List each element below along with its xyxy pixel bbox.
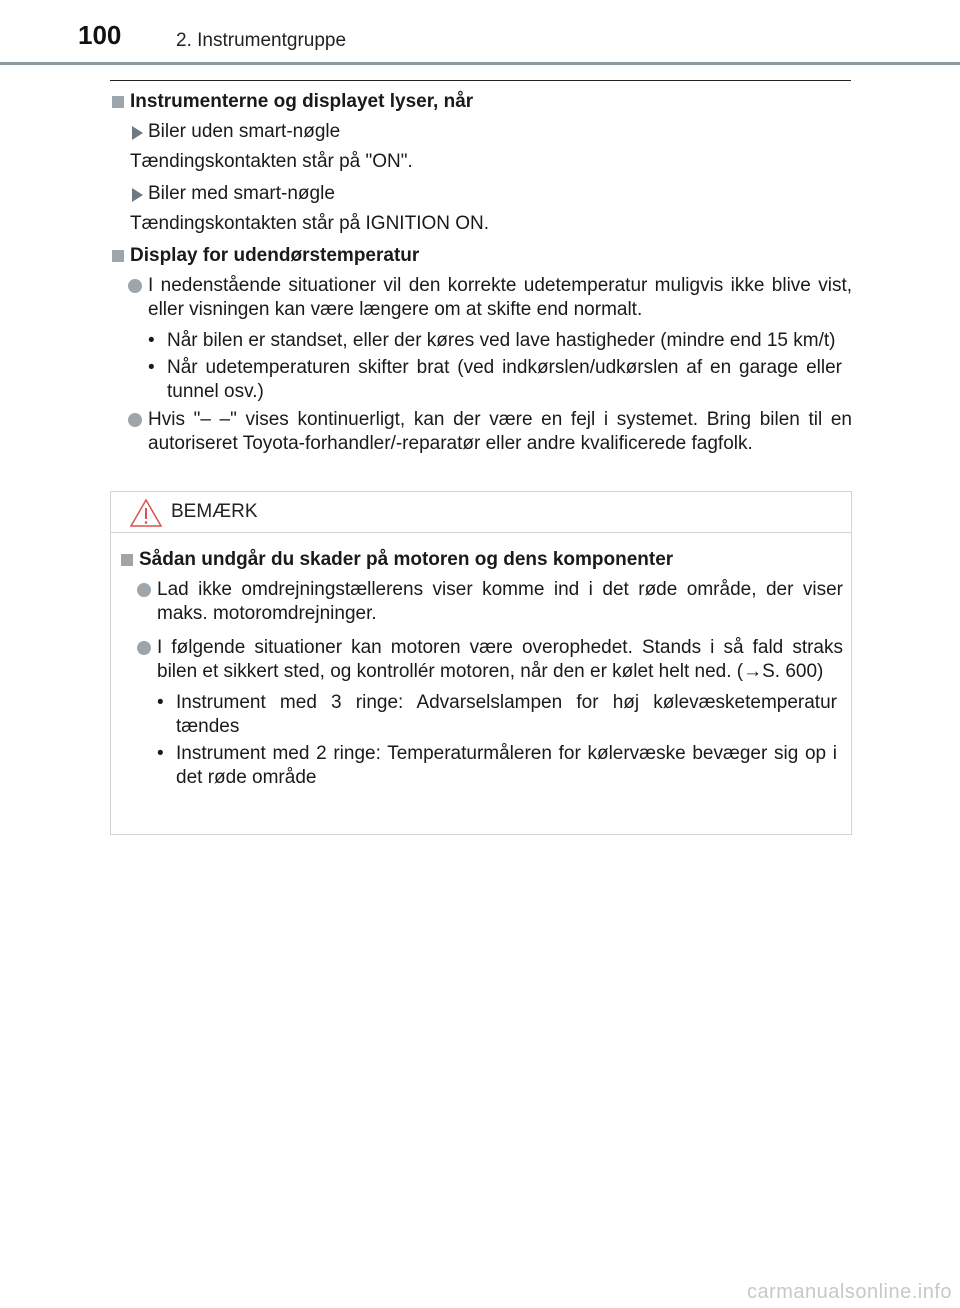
subheading-smart-key: Biler med smart-nøgle — [110, 182, 852, 206]
circle-bullet-icon — [137, 583, 151, 597]
subheading-no-smart-key: Biler uden smart-nøgle — [110, 120, 852, 144]
section-divider — [110, 80, 851, 81]
square-bullet-icon — [112, 96, 124, 108]
watermark: carmanualsonline.info — [746, 1281, 952, 1303]
square-bullet-icon — [121, 554, 133, 566]
sub-list-item: • Når bilen er standset, eller der køres ved lave hastigheder (mindre end 15 km/t) — [148, 330, 836, 351]
notice-box — [110, 491, 852, 835]
square-bullet-icon — [112, 250, 124, 262]
notice-label: BEMÆRK — [171, 501, 258, 522]
bullet-item: Hvis "– –" vises kontinuerligt, kan der være en fejl i systemet. Bring bilen til en autoriseret Toyota-forhandler/-reparatør eller andre kvalificerede fagfolk. — [110, 408, 852, 456]
notice-heading: Sådan undgår du skader på motoren og dens komponenter — [119, 548, 843, 572]
chapter-title: 2. Instrumentgruppe — [176, 30, 347, 51]
circle-bullet-icon — [128, 413, 142, 427]
header-divider — [0, 62, 960, 65]
page-number: 100 — [78, 20, 122, 50]
bullet-item: Lad ikke omdrejningstællerens viser komme ind i det røde område, der viser maks. motoromdrejninger. — [119, 578, 843, 626]
circle-bullet-icon — [128, 279, 142, 293]
bullet-item: I følgende situationer kan motoren være overophedet. Stands i så fald straks bilen et sikkert sted, og kontrollér motoren, når den er kølet helt ned. (→S. 600) — [119, 636, 843, 684]
paragraph: Tændingskontakten står på "ON". — [130, 151, 413, 172]
bullet-item: I nedenstående situationer vil den korrekte udetemperatur muligvis ikke blive vist, eller visningen kan være længere om at skifte end normalt. — [110, 274, 852, 322]
main-content — [110, 90, 852, 460]
paragraph: Tændingskontakten står på IGNITION ON. — [130, 213, 490, 234]
warning-icon — [129, 498, 163, 528]
triangle-bullet-icon — [132, 126, 143, 140]
sub-list-item: • Instrument med 3 ringe: Advarselslampen for høj kølevæsketemperatur tændes — [157, 692, 837, 737]
circle-bullet-icon — [137, 641, 151, 655]
notice-body — [119, 548, 843, 793]
sub-list-item: • Instrument med 2 ringe: Temperaturmåleren for kølervæske bevæger sig op i det røde område — [157, 743, 837, 788]
triangle-bullet-icon — [132, 188, 143, 202]
section-heading-temperature: Display for udendørstemperatur — [110, 244, 852, 268]
page-header — [0, 0, 960, 70]
sub-list-item: • Når udetemperaturen skifter brat (ved indkørslen/udkørslen af en garage eller tunnel osv.) — [148, 357, 842, 402]
notice-header — [111, 492, 851, 533]
section-heading-instruments: Instrumenterne og displayet lyser, når — [110, 90, 852, 114]
